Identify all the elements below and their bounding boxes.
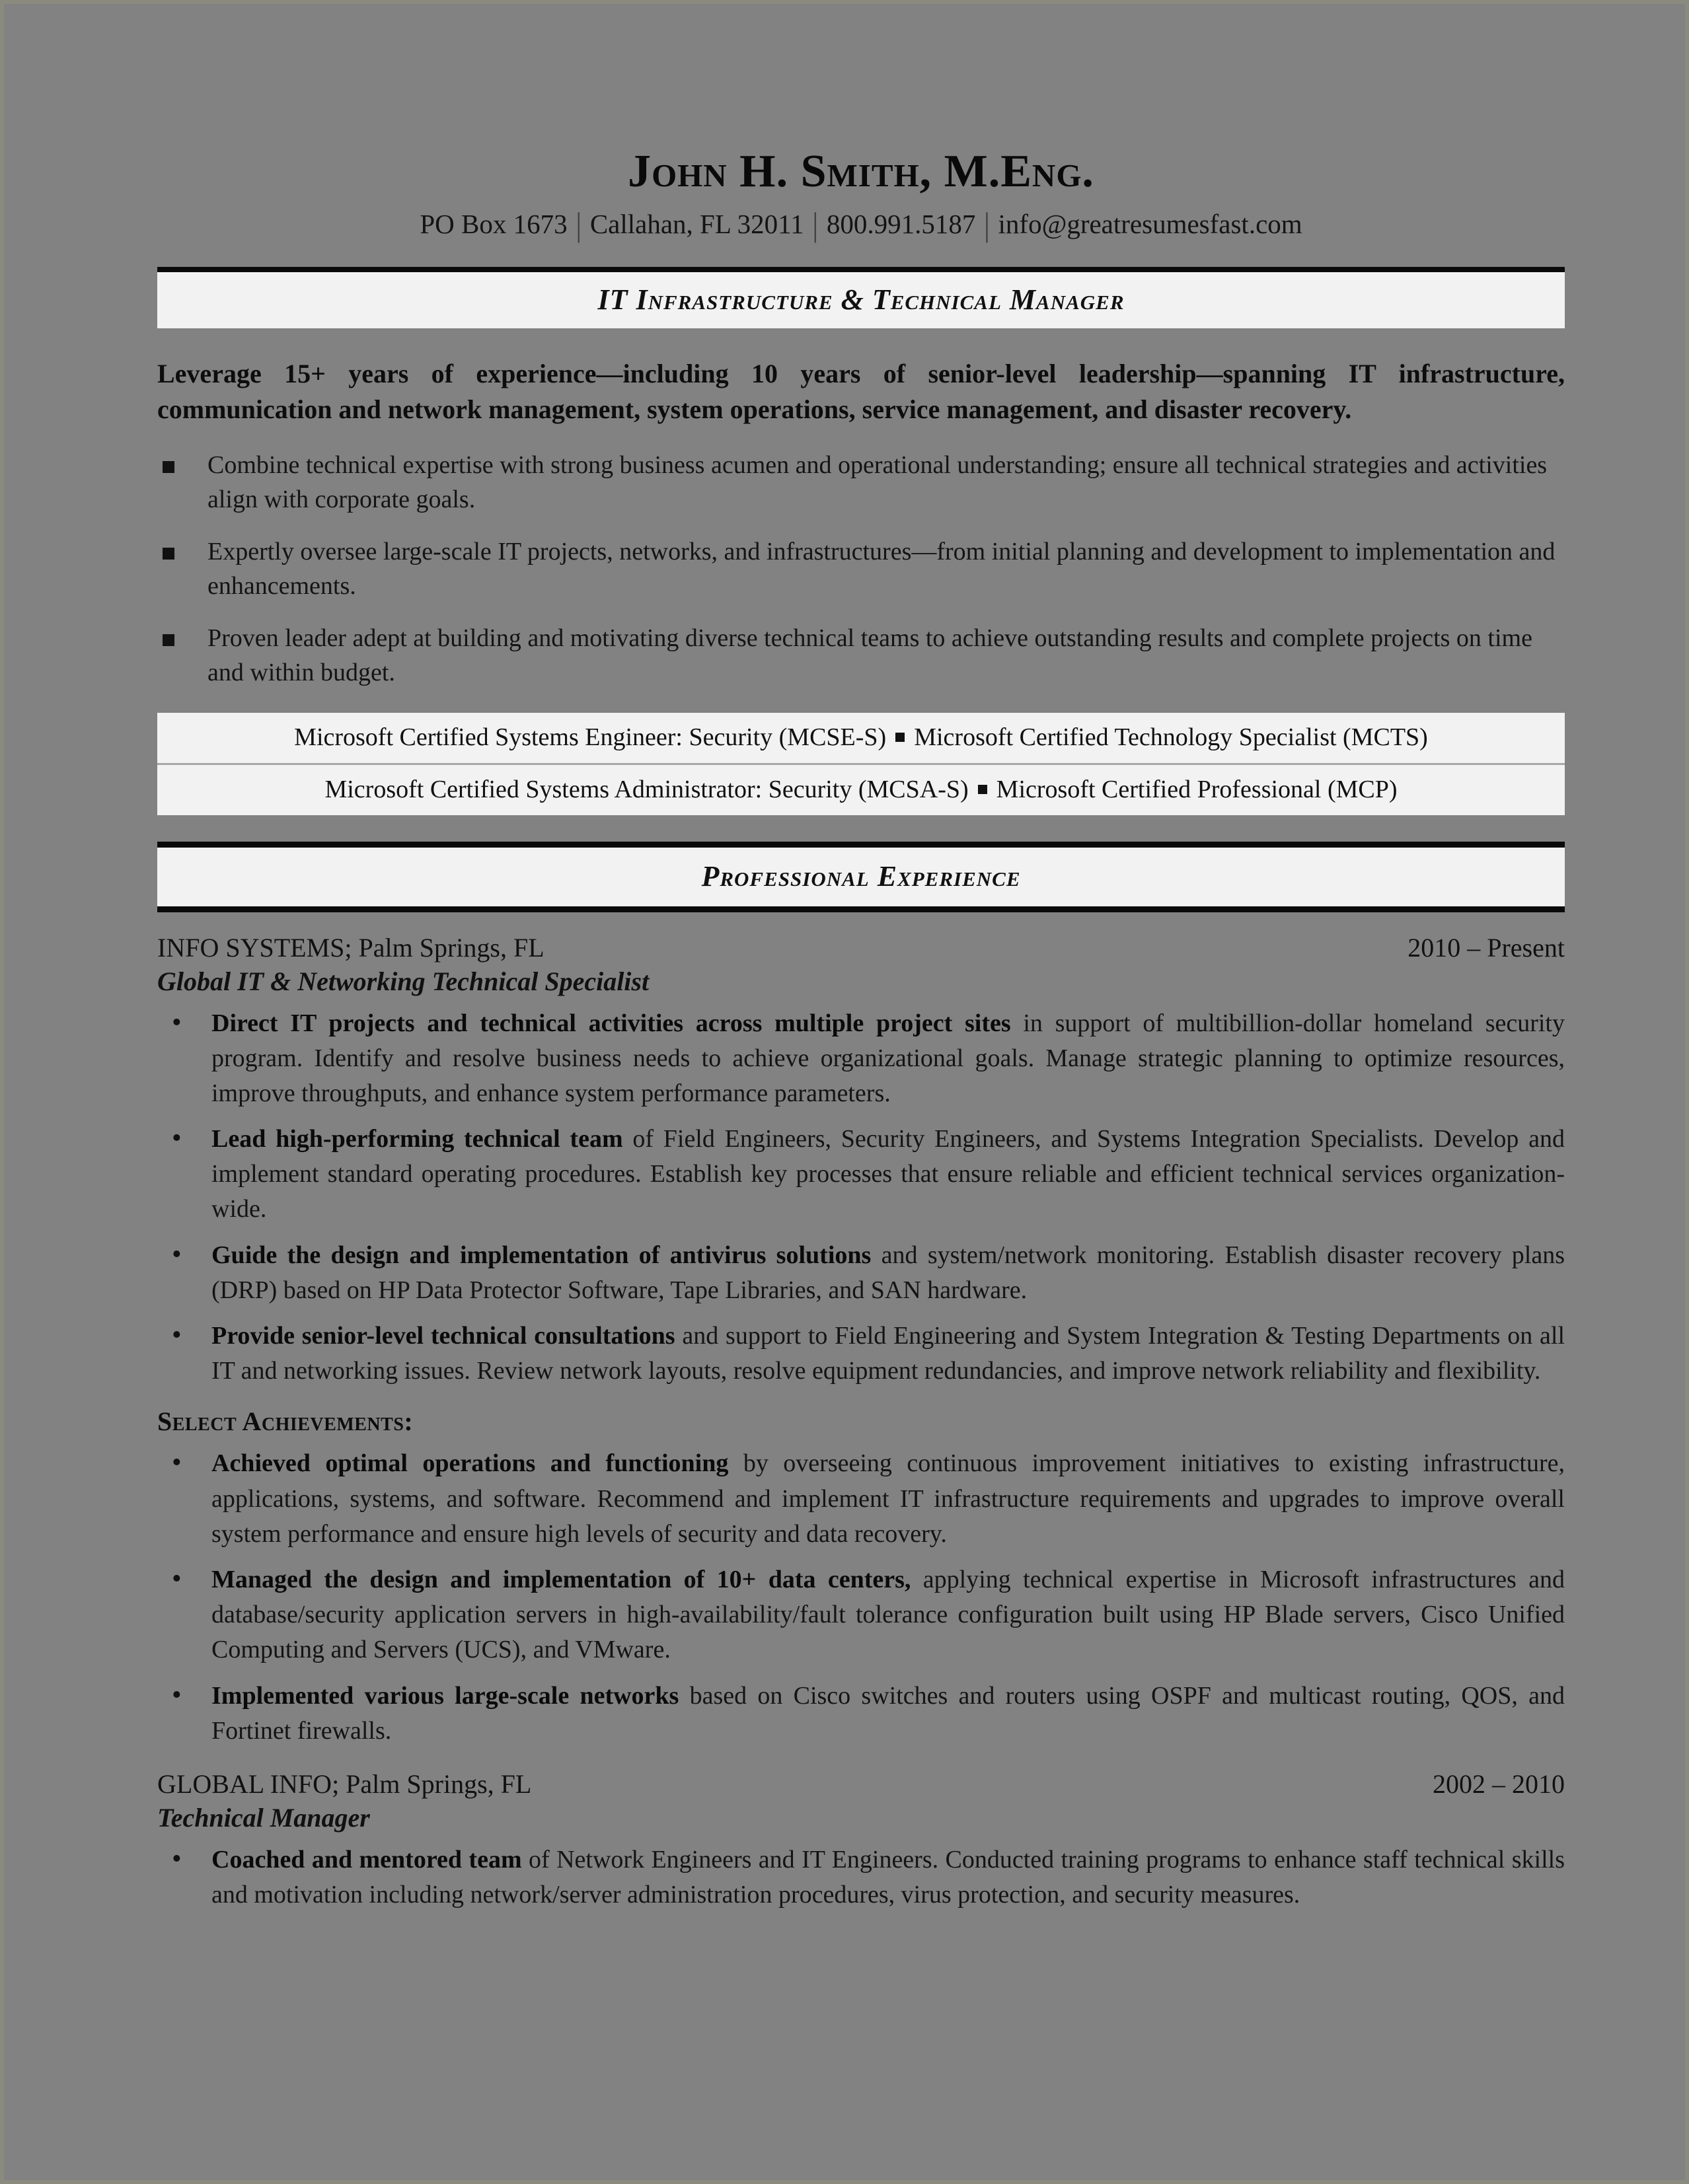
list-item [157,1842,1565,1912]
bullet-lead: Achieved optimal operations and functioning [211,1449,729,1478]
list-item: Expertly oversee large-scale IT projects, networks, and infrastructures—from initial planning and development to implementation and enhancements. [157,534,1565,604]
list-item [157,1122,1565,1227]
square-bullet-icon [895,733,905,742]
square-bullet-icon [978,785,987,794]
achievements-bullet-list [157,1446,1565,1749]
table-row [157,713,1565,763]
certification-right: Microsoft Certified Professional (MCP) [996,775,1398,803]
list-item [157,1319,1565,1389]
bullet-text: and system/network monitoring. Establish disaster recovery plans (DRP) based on HP Data Protector Software, Tape Libraries, and SAN hardware. [211,1241,1565,1304]
contact-line [157,205,1565,243]
bullet-lead: Coached and mentored team [211,1845,522,1874]
job-company: GLOBAL INFO; Palm Springs, FL [157,1768,532,1799]
job-entry-1 [157,932,1565,1749]
bullet-lead: Managed the design and implementation of 10+ data centers, [211,1565,911,1593]
certification-right: Microsoft Certified Technology Specialist (MCTS) [914,723,1428,751]
bullet-lead: Provide senior-level technical consultations [211,1322,675,1350]
headline-title: IT Infrastructure & Technical Manager [597,283,1125,316]
job-title: Technical Manager [157,1802,370,1833]
list-item: Combine technical expertise with strong business acumen and operational understanding; ensure all technical strategies and activities align with corporate goals. [157,448,1565,517]
list-item [157,1006,1565,1112]
job-header [157,932,1565,963]
job-bullet-list [157,1006,1565,1389]
list-item: Proven leader adept at building and motivating diverse technical teams to achieve outstanding results and complete projects on time and within budget. [157,621,1565,690]
bullet-text: of Field Engineers, Security Engineers, and Systems Integration Specialists. Develop and implement standard operating procedures. Establish key processes that ensure reliable and efficient technical services organization-wide. [211,1125,1565,1223]
bullet-lead: Direct IT projects and technical activities across multiple project sites [211,1009,1011,1037]
summary-lead: Leverage 15+ years of experience—including 10 years of senior-level leadership—spanning IT infrastructure, communication and network management, system operations, service management, and disaster recovery. [157,359,1565,425]
job-header [157,1768,1565,1800]
contact-city-state-zip: Callahan, FL 32011 [589,209,804,239]
bullet-lead: Guide the design and implementation of antivirus solutions [211,1241,872,1269]
list-item [157,1238,1565,1308]
select-achievements-heading: Select Achievements: [157,1406,414,1437]
bullet-text: based on Cisco switches and routers using OSPF and multicast routing, QOS, and Fortinet firewalls. [211,1681,1565,1745]
bullet-text: and support to Field Engineering and System Integration & Testing Departments on all IT and networking issues. Review network layouts, resolve equipment redundancies, and improve network reliability and flexibility. [211,1322,1565,1385]
list-item [157,1446,1565,1552]
table-row [157,763,1565,815]
job-entry-2 [157,1768,1565,1912]
job-company: INFO SYSTEMS; Palm Springs, FL [157,932,544,963]
contact-address: PO Box 1673 [420,209,568,239]
contact-phone: 800.991.5187 [826,209,976,239]
contact-email: info@greatresumesfast.com [998,209,1302,239]
contact-separator-3: | [984,205,990,243]
certification-left: Microsoft Certified Systems Administrator: Security (MCSA-S) [324,775,969,803]
certification-left: Microsoft Certified Systems Engineer: Security (MCSE-S) [294,723,887,751]
summary-bullet-list [157,448,1565,690]
resume-content [157,13,1565,1923]
bullet-text: applying technical expertise in Microsoft infrastructures and database/security application servers in high-availability/fault tolerance configuration built using HP Blade servers, Cisco Unified Computing and Servers (UCS), and VMware. [211,1565,1565,1664]
job-bullet-list [157,1842,1565,1912]
bullet-lead: Lead high-performing technical team [211,1125,623,1153]
list-item [157,1562,1565,1668]
headline-band [157,267,1565,328]
bullet-text: in support of multibillion-dollar homeland security program. Identify and resolve business needs to achieve organizational goals. Manage strategic planning to optimize resources, improve throughputs, and enhance system performance parameters. [211,1009,1565,1107]
experience-section-title: Professional Experience [701,859,1021,892]
job-dates: 2002 – 2010 [1433,1768,1565,1799]
contact-separator-1: | [576,205,582,243]
contact-separator-2: | [812,205,818,243]
candidate-name: John H. Smith, M.Eng. [628,146,1094,197]
bullet-text: by overseeing continuous improvement initiatives to existing infrastructure, applications, systems, and software. Recommend and implement IT infrastructure requirements and upgrades to improve overall system performance and ensure high levels of security and data recovery. [211,1449,1565,1548]
experience-section-band [157,842,1565,912]
job-dates: 2010 – Present [1408,932,1565,963]
job-title: Global IT & Networking Technical Specialist [157,966,650,996]
list-item [157,1679,1565,1749]
certifications-box [157,713,1565,815]
bullet-lead: Implemented various large-scale networks [211,1681,679,1710]
bullet-text: of Network Engineers and IT Engineers. Conducted training programs to enhance staff technical skills and motivation including network/server administration procedures, virus protection, and security measures. [211,1845,1565,1909]
resume-sheet [16,13,1681,2177]
